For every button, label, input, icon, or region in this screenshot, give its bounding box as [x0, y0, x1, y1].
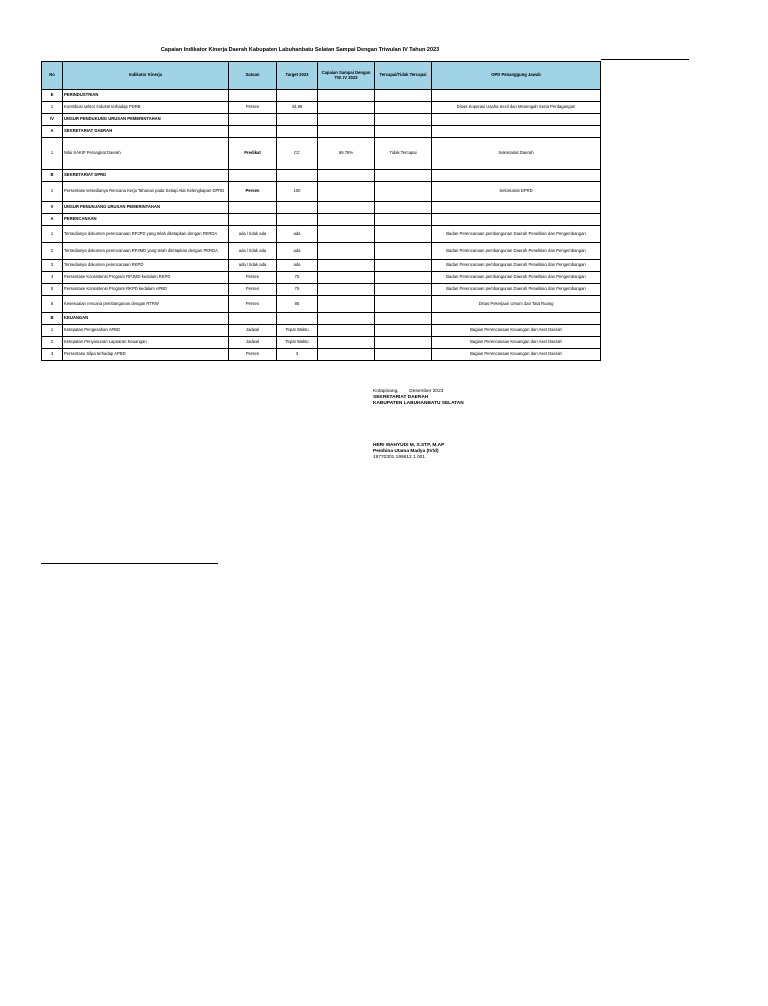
- cell-indikator: UNSUR PENDUKUNG URUSAN PEMERINTAHAN: [63, 114, 229, 126]
- table-row: [42, 138, 601, 170]
- cell-indikator: Ketepatan Pengesahan APBD: [63, 325, 229, 337]
- cell-target: CC: [277, 138, 318, 170]
- table-row: [42, 90, 601, 102]
- table-row: [42, 243, 601, 260]
- cell-status: [375, 114, 432, 126]
- cell-capaian: [318, 226, 375, 243]
- signature-region: KABUPATEN LABUHANBATU SELATAN: [373, 401, 464, 406]
- cell-target: 75: [277, 272, 318, 284]
- cell-opd: Badan Perencanaan pembangunan Daerah Penelitian dan Pengembangan: [432, 243, 601, 260]
- cell-capaian: [318, 202, 375, 214]
- cell-target: 85: [277, 296, 318, 313]
- cell-no: A: [42, 214, 63, 226]
- cell-satuan: ada / tidak ada: [229, 243, 277, 260]
- table-row: [42, 296, 601, 313]
- cell-indikator: UNSUR PENUNJANG URUSAN PEMERINTAHAN: [63, 202, 229, 214]
- cell-opd: [432, 126, 601, 138]
- cell-satuan: Predikat: [229, 138, 277, 170]
- table-row: [42, 284, 601, 296]
- cell-capaian: [318, 90, 375, 102]
- cell-satuan: [229, 170, 277, 182]
- cell-target: [277, 313, 318, 325]
- cell-indikator: Persentase Konsistensi Program RPJMD kedalam RKPD: [63, 272, 229, 284]
- cell-capaian: 66.76%: [318, 138, 375, 170]
- cell-status: [375, 284, 432, 296]
- header-no: No: [42, 62, 63, 90]
- divider-line: [601, 59, 689, 60]
- cell-no: 1: [42, 226, 63, 243]
- cell-capaian: [318, 243, 375, 260]
- table-row: [42, 182, 601, 202]
- cell-indikator: PERENCANAAN: [63, 214, 229, 226]
- cell-opd: [432, 114, 601, 126]
- signature-office: SEKRETARIAT DAERAH: [373, 395, 429, 400]
- cell-target: 3: [277, 349, 318, 361]
- cell-target: ada: [277, 260, 318, 272]
- table-row: [42, 272, 601, 284]
- cell-no: B: [42, 170, 63, 182]
- cell-capaian: [318, 272, 375, 284]
- cell-status: [375, 102, 432, 114]
- cell-satuan: ada / tidak ada: [229, 260, 277, 272]
- table-row: [42, 260, 601, 272]
- cell-target: ada: [277, 243, 318, 260]
- cell-indikator: Kontribusi sektor Industri terhadap PDRB: [63, 102, 229, 114]
- cell-status: [375, 272, 432, 284]
- cell-status: [375, 226, 432, 243]
- table-row: [42, 114, 601, 126]
- cell-status: [375, 296, 432, 313]
- cell-no: B: [42, 313, 63, 325]
- cell-target: [277, 202, 318, 214]
- signature-name: HERI WAHYUDI M, S.STP, M.AP: [373, 443, 445, 448]
- cell-no: A: [42, 126, 63, 138]
- cell-status: [375, 214, 432, 226]
- cell-status: [375, 202, 432, 214]
- cell-no: V: [42, 202, 63, 214]
- cell-target: [277, 126, 318, 138]
- cell-capaian: [318, 325, 375, 337]
- header-target: Target 2023: [277, 62, 318, 90]
- cell-status: [375, 90, 432, 102]
- header-opd: OPD Penanggung Jawab: [432, 62, 601, 90]
- cell-status: [375, 313, 432, 325]
- cell-target: Tepat Waktu: [277, 337, 318, 349]
- cell-satuan: ada / tidak ada: [229, 226, 277, 243]
- cell-status: [375, 126, 432, 138]
- table-row: [42, 226, 601, 243]
- cell-satuan: Persen: [229, 296, 277, 313]
- cell-target: [277, 170, 318, 182]
- cell-indikator: Ketepatan Penyusunan Lapoaran Keuangan: [63, 337, 229, 349]
- signature-nip: 19770301 199612 1 001: [373, 455, 426, 460]
- cell-capaian: [318, 284, 375, 296]
- cell-no: 3: [42, 349, 63, 361]
- cell-satuan: Persen: [229, 102, 277, 114]
- cell-opd: Badan Perencanaan pembangunan Daerah Penelitian dan Pengembangan: [432, 284, 601, 296]
- cell-opd: Dinas Koperasi Usaha Kecil dan Menengah Serta Perdagangan: [432, 102, 601, 114]
- signature-block: [373, 389, 464, 461]
- cell-satuan: [229, 214, 277, 226]
- cell-indikator: Persentase tersedianya Rencana Kerja Tahunan pada Setiap Alat Kelengkapan DPRD: [63, 182, 229, 202]
- cell-capaian: [318, 102, 375, 114]
- cell-satuan: Persen: [229, 272, 277, 284]
- cell-opd: Dinas Pekerjaan Umum dan Tata Ruang: [432, 296, 601, 313]
- table-row: [42, 337, 601, 349]
- cell-capaian: [318, 182, 375, 202]
- cell-target: 100: [277, 182, 318, 202]
- cell-indikator: PERINDUSTRIAN: [63, 90, 229, 102]
- table-row: [42, 313, 601, 325]
- cell-status: [375, 170, 432, 182]
- cell-satuan: [229, 90, 277, 102]
- cell-satuan: [229, 313, 277, 325]
- table-row: [42, 214, 601, 226]
- cell-satuan: [229, 126, 277, 138]
- cell-target: [277, 114, 318, 126]
- cell-opd: [432, 214, 601, 226]
- cell-status: [375, 182, 432, 202]
- cell-satuan: Persen: [229, 182, 277, 202]
- cell-capaian: [318, 337, 375, 349]
- cell-status: [375, 260, 432, 272]
- signature-rank: Pembina Utama Madya (IV/d): [373, 449, 439, 454]
- table-row: [42, 325, 601, 337]
- cell-opd: Badan Perencanaan pembangunan Daerah Penelitian dan Pengembangan: [432, 260, 601, 272]
- table-header-row: [42, 62, 601, 90]
- cell-capaian: [318, 260, 375, 272]
- header-indikator: Indikator Kinerja: [63, 62, 229, 90]
- table-row: [42, 126, 601, 138]
- cell-indikator: Persentase Konsistensi Program RKPD kedalam APBD: [63, 284, 229, 296]
- cell-indikator: Kesesuaian rencana pembangunan dengan RTRW: [63, 296, 229, 313]
- cell-opd: Sekretariat Daerah: [432, 138, 601, 170]
- table-row: [42, 102, 601, 114]
- cell-opd: [432, 170, 601, 182]
- cell-opd: Badan Perencanaan pembangunan Daerah Penelitian dan Pengembangan: [432, 272, 601, 284]
- performance-table: [41, 61, 601, 361]
- cell-satuan: Jadwal: [229, 325, 277, 337]
- cell-opd: Bagian Perencanaan Keuangan dan Aset Daerah: [432, 325, 601, 337]
- cell-opd: [432, 313, 601, 325]
- cell-no: 1: [42, 138, 63, 170]
- cell-capaian: [318, 114, 375, 126]
- cell-capaian: [318, 296, 375, 313]
- cell-opd: Badan Perencanaan pembangunan Daerah Penelitian dan Pengembangan: [432, 226, 601, 243]
- cell-indikator: Tersedianya dokumen perencanaan RPJPD yang telah ditetapkan dengan PERDA: [63, 226, 229, 243]
- cell-capaian: [318, 214, 375, 226]
- footer-line: [41, 563, 218, 564]
- cell-opd: Bagian Perencanaan Keuangan dan Aset Daerah: [432, 349, 601, 361]
- cell-indikator: Tersedianya dokumen perencanaan RKPD: [63, 260, 229, 272]
- cell-satuan: Persen: [229, 349, 277, 361]
- signature-place-date: Kotapinang, Desember 2023: [373, 389, 444, 394]
- cell-target: [277, 214, 318, 226]
- cell-satuan: [229, 114, 277, 126]
- cell-satuan: [229, 202, 277, 214]
- cell-opd: Sekretariat DPRD: [432, 182, 601, 202]
- cell-indikator: SEKRETARIAT DAERAH: [63, 126, 229, 138]
- table-row: [42, 202, 601, 214]
- cell-no: 5: [42, 284, 63, 296]
- cell-status: [375, 349, 432, 361]
- cell-indikator: Nilai SAKIP Perangkat Daerah: [63, 138, 229, 170]
- cell-capaian: [318, 313, 375, 325]
- cell-target: [277, 90, 318, 102]
- header-satuan: Satuan: [229, 62, 277, 90]
- cell-indikator: KEUANGAN: [63, 313, 229, 325]
- cell-indikator: Tersedianya dokumen perencanaan RPJMD yang telah ditetapkan dengan PERDA: [63, 243, 229, 260]
- cell-no: IV: [42, 114, 63, 126]
- cell-target: 44,95: [277, 102, 318, 114]
- cell-target: Tepat Waktu: [277, 325, 318, 337]
- cell-status: Tidak Tercapai: [375, 138, 432, 170]
- cell-capaian: [318, 126, 375, 138]
- cell-status: [375, 243, 432, 260]
- header-status: Tercapai/Tidak Tercapai: [375, 62, 432, 90]
- cell-no: 1: [42, 182, 63, 202]
- cell-satuan: Persen: [229, 284, 277, 296]
- cell-no: 2: [42, 243, 63, 260]
- cell-status: [375, 337, 432, 349]
- header-capaian: Capaian Sampai Dengan TW. IV 2023: [318, 62, 375, 90]
- cell-opd: Bagian Perencanaan Keuangan dan Aset Daerah: [432, 337, 601, 349]
- cell-capaian: [318, 349, 375, 361]
- cell-opd: [432, 202, 601, 214]
- cell-satuan: Jadwal: [229, 337, 277, 349]
- cell-indikator: SEKRETARIAT DPRD: [63, 170, 229, 182]
- cell-no: 3: [42, 260, 63, 272]
- table-row: [42, 349, 601, 361]
- cell-no: 6: [42, 296, 63, 313]
- table-row: [42, 170, 601, 182]
- cell-opd: [432, 90, 601, 102]
- cell-target: ada: [277, 226, 318, 243]
- cell-indikator: Persentase Silpa terhadap APBD: [63, 349, 229, 361]
- cell-status: [375, 325, 432, 337]
- cell-no: 2: [42, 337, 63, 349]
- cell-no: 4: [42, 272, 63, 284]
- cell-no: 1: [42, 102, 63, 114]
- cell-no: 1: [42, 325, 63, 337]
- cell-no: E: [42, 90, 63, 102]
- cell-target: 75: [277, 284, 318, 296]
- cell-capaian: [318, 170, 375, 182]
- report-title: Capaian Indikator Kinerja Daerah Kabupaten Labuhanbatu Selatan Sampai Dengan Triwulan IV Tahun 2023: [160, 47, 440, 53]
